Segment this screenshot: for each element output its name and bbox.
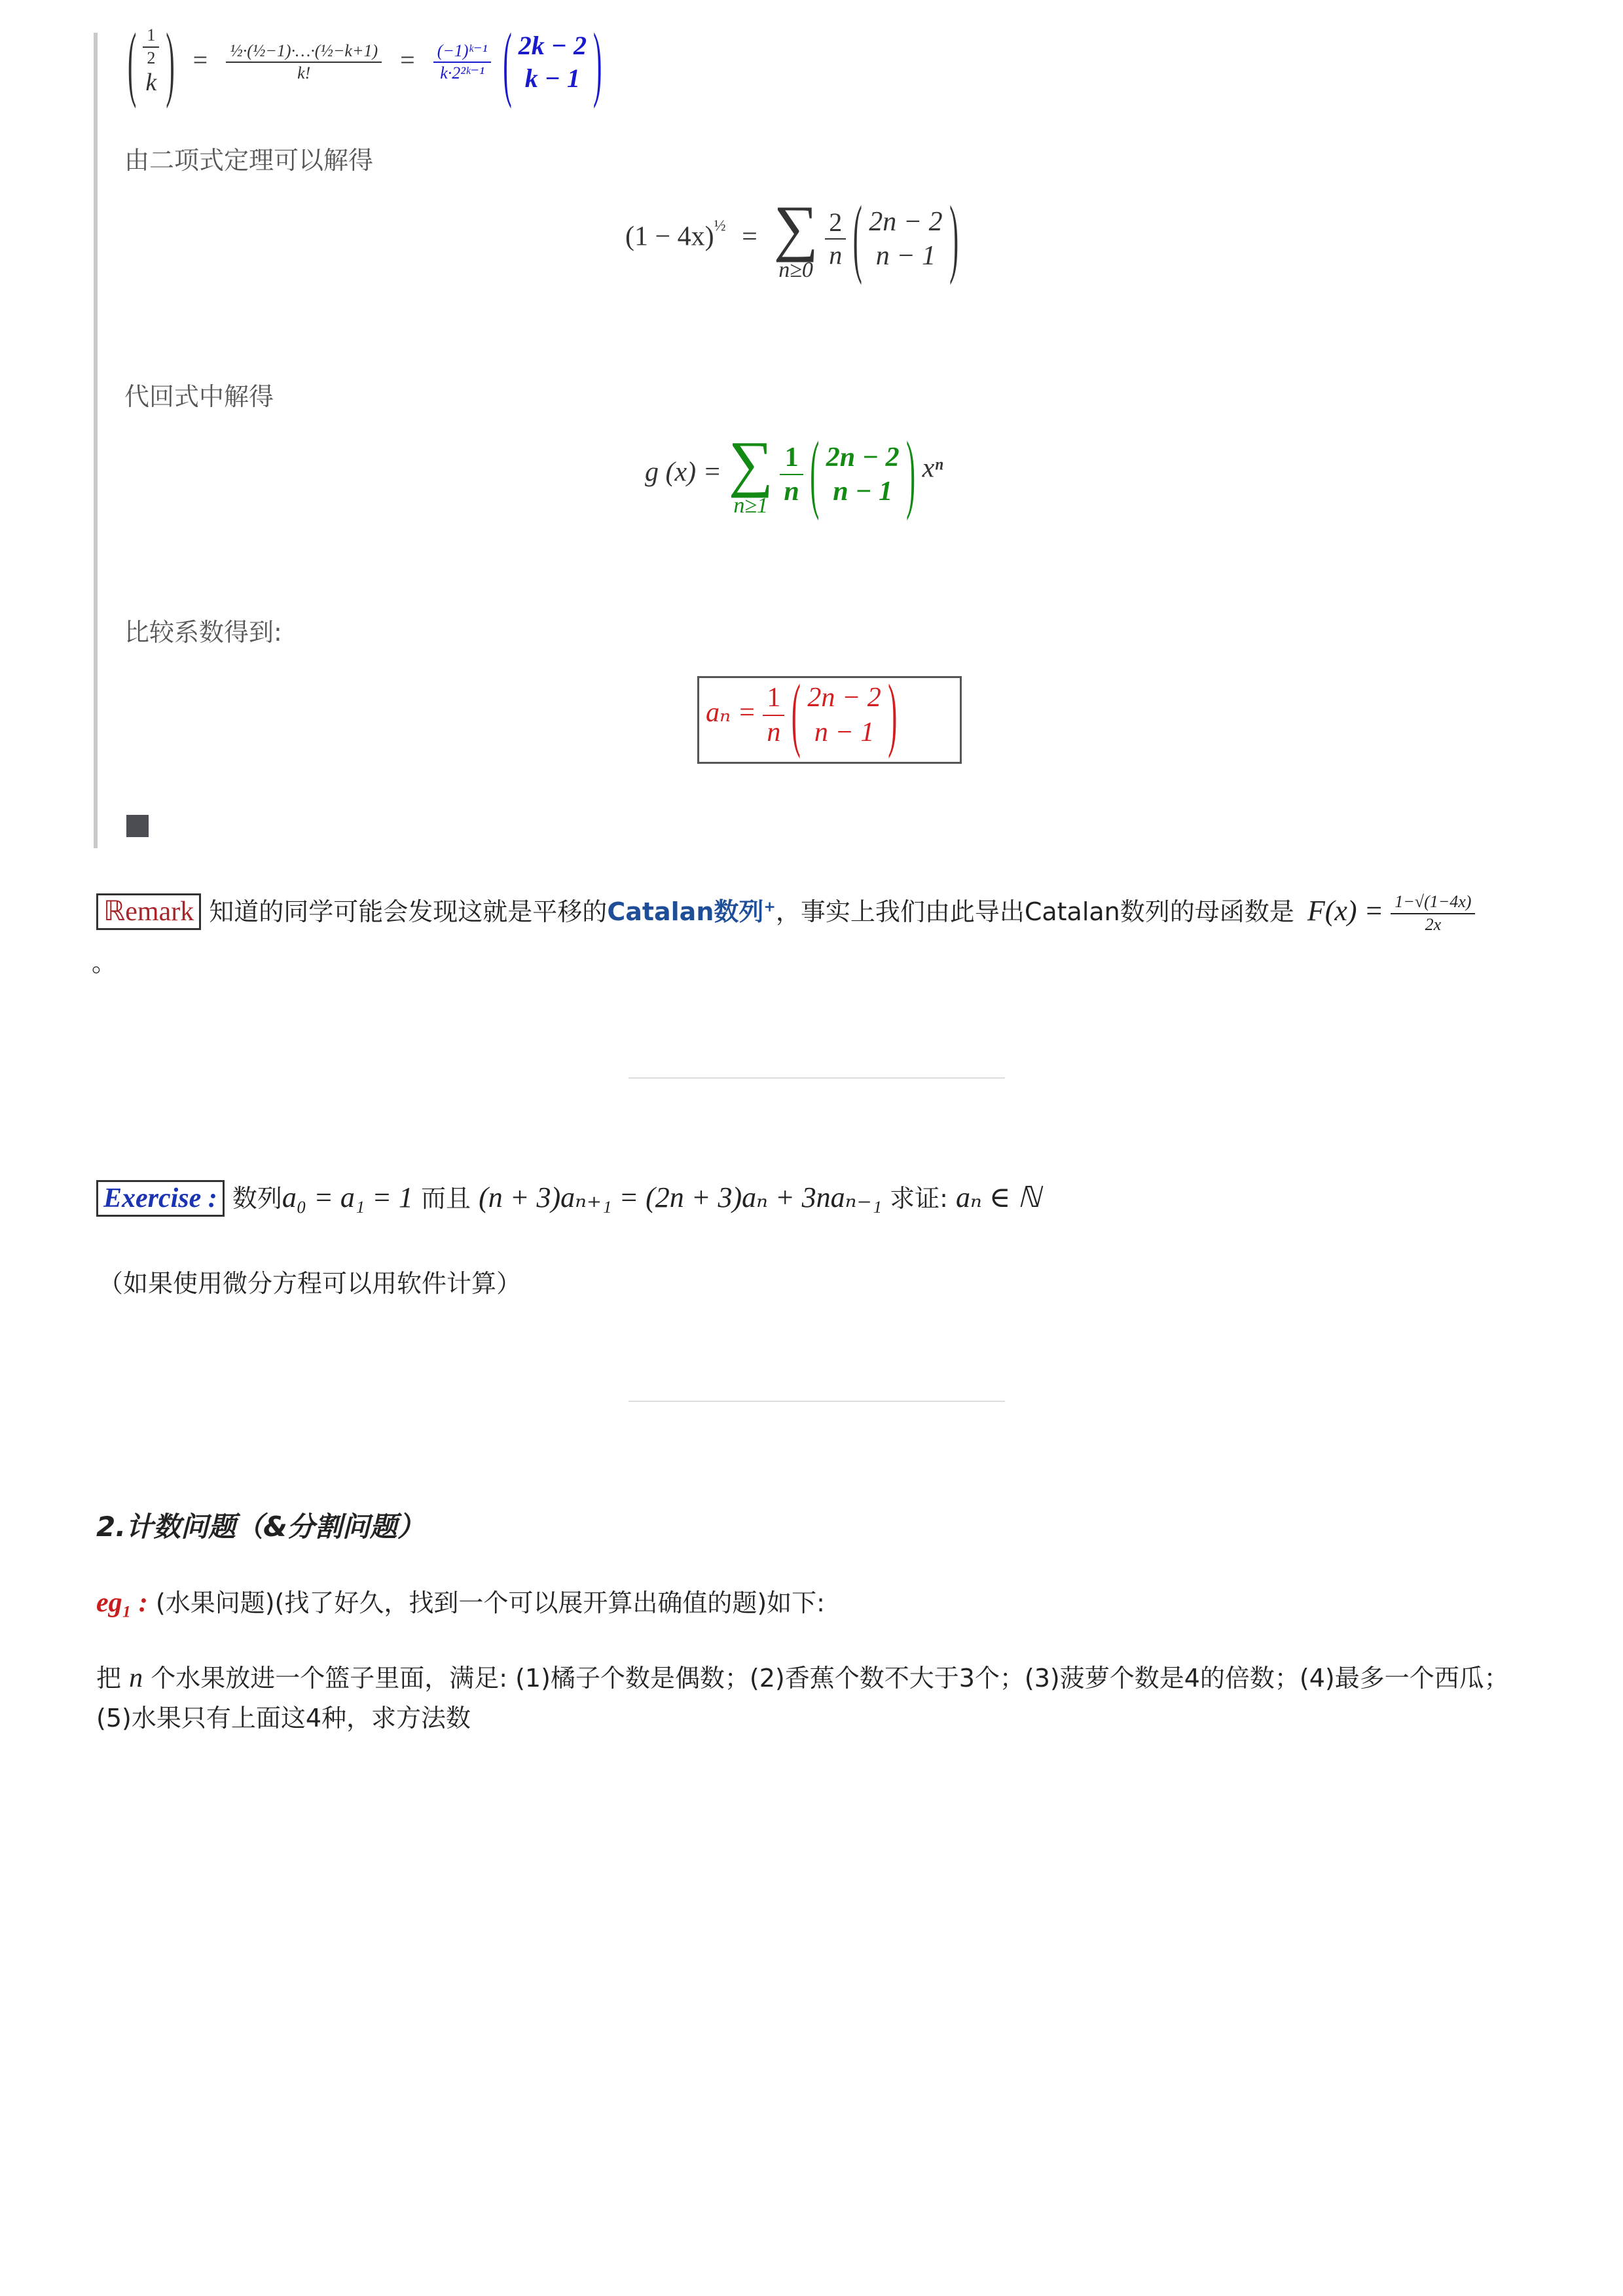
problem-line-2: (5)水果只有上面这4种，求方法数 xyxy=(96,1704,471,1732)
blockquote-bar xyxy=(94,33,98,848)
eg-label: eg₁ : xyxy=(96,1588,148,1618)
equation-result: aₙ = $\frac{1}{n}$ ( 2n − 2 n − 1 ) xyxy=(706,670,898,761)
catalan-link[interactable]: Catalan数列 xyxy=(607,897,764,926)
qed-square xyxy=(126,815,149,837)
label-binomial-theorem: 由二项式定理可以解得 xyxy=(124,146,374,175)
remark-text-before: 知道的同学可能会发现这就是平移的 xyxy=(209,897,608,926)
label-compare-coefficients: 比较系数得到: xyxy=(124,618,282,647)
divider-2 xyxy=(629,1401,1005,1402)
label-substitute: 代回式中解得 xyxy=(124,382,274,411)
generating-function: F(x) = $\frac{1-√(1-4x)}{2x}$ xyxy=(1307,895,1476,927)
link-plus-icon: + xyxy=(763,899,776,916)
remark-text-after: ，事实上我们由此导出Catalan数列的母函数是 xyxy=(775,897,1294,926)
remark-paragraph xyxy=(96,891,1475,935)
problem-line-1: 把 n 个水果放进一个篮子里面，满足: (1)橘子个数是偶数；(2)香蕉个数不大于3个；(3)菠萝个数是4的倍数；(4)最多一个西瓜； xyxy=(96,1663,1509,1693)
equation-sqrt-expansion: $(1 - 4x)^{\frac{1}{2}}$ = ∑ n≥0 $\frac{2}{n}$ ( 2n − 2 n − 1 ) xyxy=(625,190,959,287)
equation-g-of-x: g (x) = ∑ n≥1 $\frac{1}{n}$ ( 2n − 2 n − 1 ) xⁿ xyxy=(645,426,943,523)
section-heading: 2.计数问题（&分割问题） xyxy=(96,1511,425,1543)
exercise-paragraph: Exercise : 数列a₀ = a₁ = 1 而且 (n + 3)aₙ₊₁ = (2n + 3)aₙ + 3naₙ₋₁ 求证: aₙ ∈ ℕ xyxy=(96,1178,1041,1217)
eg-text: (水果问题)(找了好久，找到一个可以展开算出确值的题)如下: xyxy=(155,1588,825,1617)
exercise-note: （如果使用微分方程可以用软件计算） xyxy=(98,1269,522,1298)
divider-1 xyxy=(629,1077,1005,1079)
equation-binom-half: ( 1 2 k ) = $\frac{\text{½·(½−1)·…·(½−k+1)}}{k!}$ = $\frac{\text{(−1)ᵏ⁻¹}}{\text{k·2²ᵏ⁻¹}}$ ( 2k − 2 k − 1 ) xyxy=(128,15,602,110)
remark-tag: ℝemark xyxy=(96,893,201,930)
exercise-tag: Exercise : xyxy=(96,1180,225,1217)
example-line xyxy=(96,1583,825,1619)
remark-period: 。 xyxy=(92,948,117,977)
